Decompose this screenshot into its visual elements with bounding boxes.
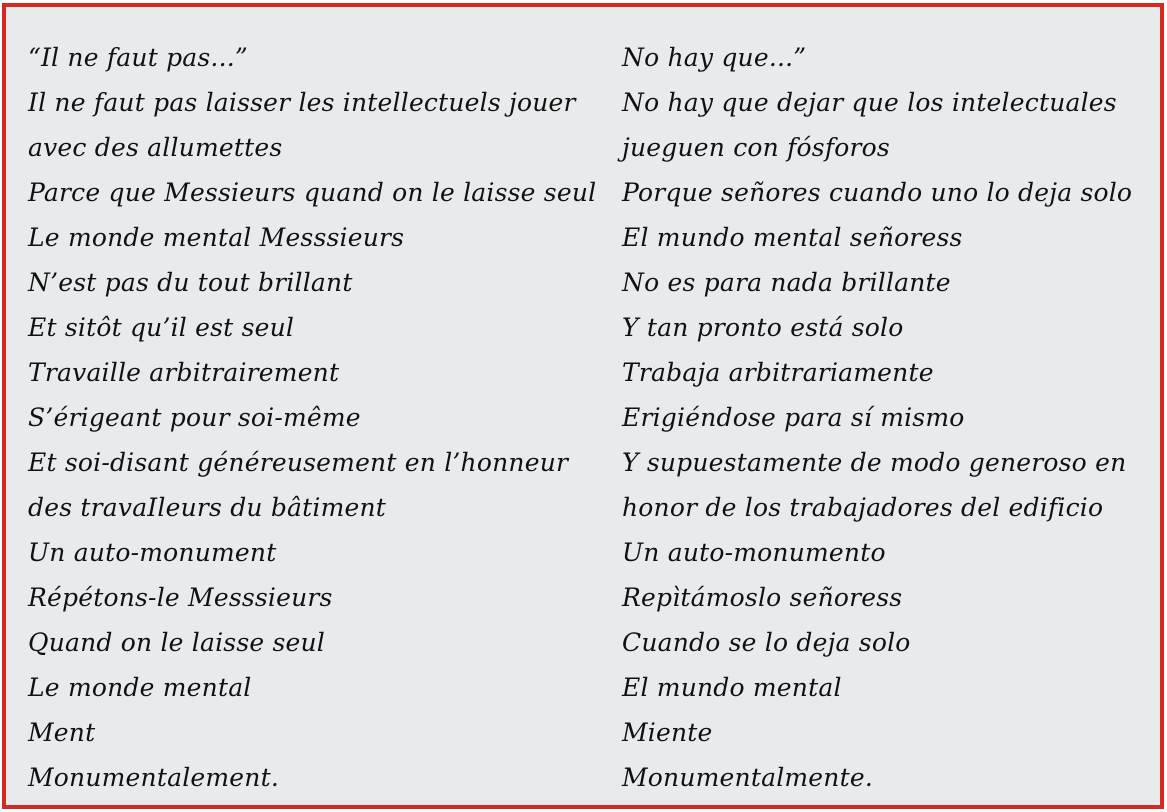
spanish-line-14: Miente xyxy=(622,718,713,747)
french-line-13: Le monde mental xyxy=(28,673,252,702)
poem-frame xyxy=(2,3,1164,809)
spanish-line-10: Un auto-monumento xyxy=(622,538,886,567)
spanish-column xyxy=(622,35,1147,800)
french-line-4: Le monde mental Messsieurs xyxy=(28,223,405,252)
spanish-line-6: Y tan pronto está solo xyxy=(622,313,904,342)
spanish-line-11: Repìtámoslo señoress xyxy=(622,583,903,612)
spanish-line-8: Erigiéndose para sí mismo xyxy=(622,403,965,432)
french-column xyxy=(28,35,597,800)
french-line-2: Il ne faut pas laisser les intellectuels jouer avec des allumettes xyxy=(28,88,576,162)
french-line-3: Parce que Messieurs quand on le laisse seul xyxy=(28,178,597,207)
spanish-line-13: El mundo mental xyxy=(622,673,842,702)
french-line-14: Ment xyxy=(28,718,96,747)
spanish-line-15: Monumentalmente. xyxy=(622,763,873,792)
spanish-line-4: El mundo mental señoress xyxy=(622,223,963,252)
french-line-7: Travaille arbitrairement xyxy=(28,358,340,387)
spanish-line-9: Y supuestamente de modo generoso en honor de los trabajadores del edificio xyxy=(622,448,1127,522)
french-line-10: Un auto-monument xyxy=(28,538,277,567)
french-line-8: S’érigeant pour soi-même xyxy=(28,403,361,432)
french-line-6: Et sitôt qu’il est seul xyxy=(28,313,295,342)
spanish-line-5: No es para nada brillante xyxy=(622,268,951,297)
french-line-15: Monumentalement. xyxy=(28,763,279,792)
french-line-9: Et soi-disant généreusement en l’honneur des travaIleurs du bâtiment xyxy=(28,448,569,522)
spanish-line-1: No hay que...” xyxy=(622,43,807,72)
spanish-line-3: Porque señores cuando uno lo deja solo xyxy=(622,178,1133,207)
spanish-line-2: No hay que dejar que los intelectuales jueguen con fósforos xyxy=(622,88,1117,162)
french-line-11: Répétons-le Messsieurs xyxy=(28,583,333,612)
french-line-5: N’est pas du tout brillant xyxy=(28,268,353,297)
french-line-12: Quand on le laisse seul xyxy=(28,628,326,657)
spanish-line-12: Cuando se lo deja solo xyxy=(622,628,911,657)
french-line-1: “Il ne faut pas...” xyxy=(28,43,248,72)
spanish-line-7: Trabaja arbitrariamente xyxy=(622,358,934,387)
